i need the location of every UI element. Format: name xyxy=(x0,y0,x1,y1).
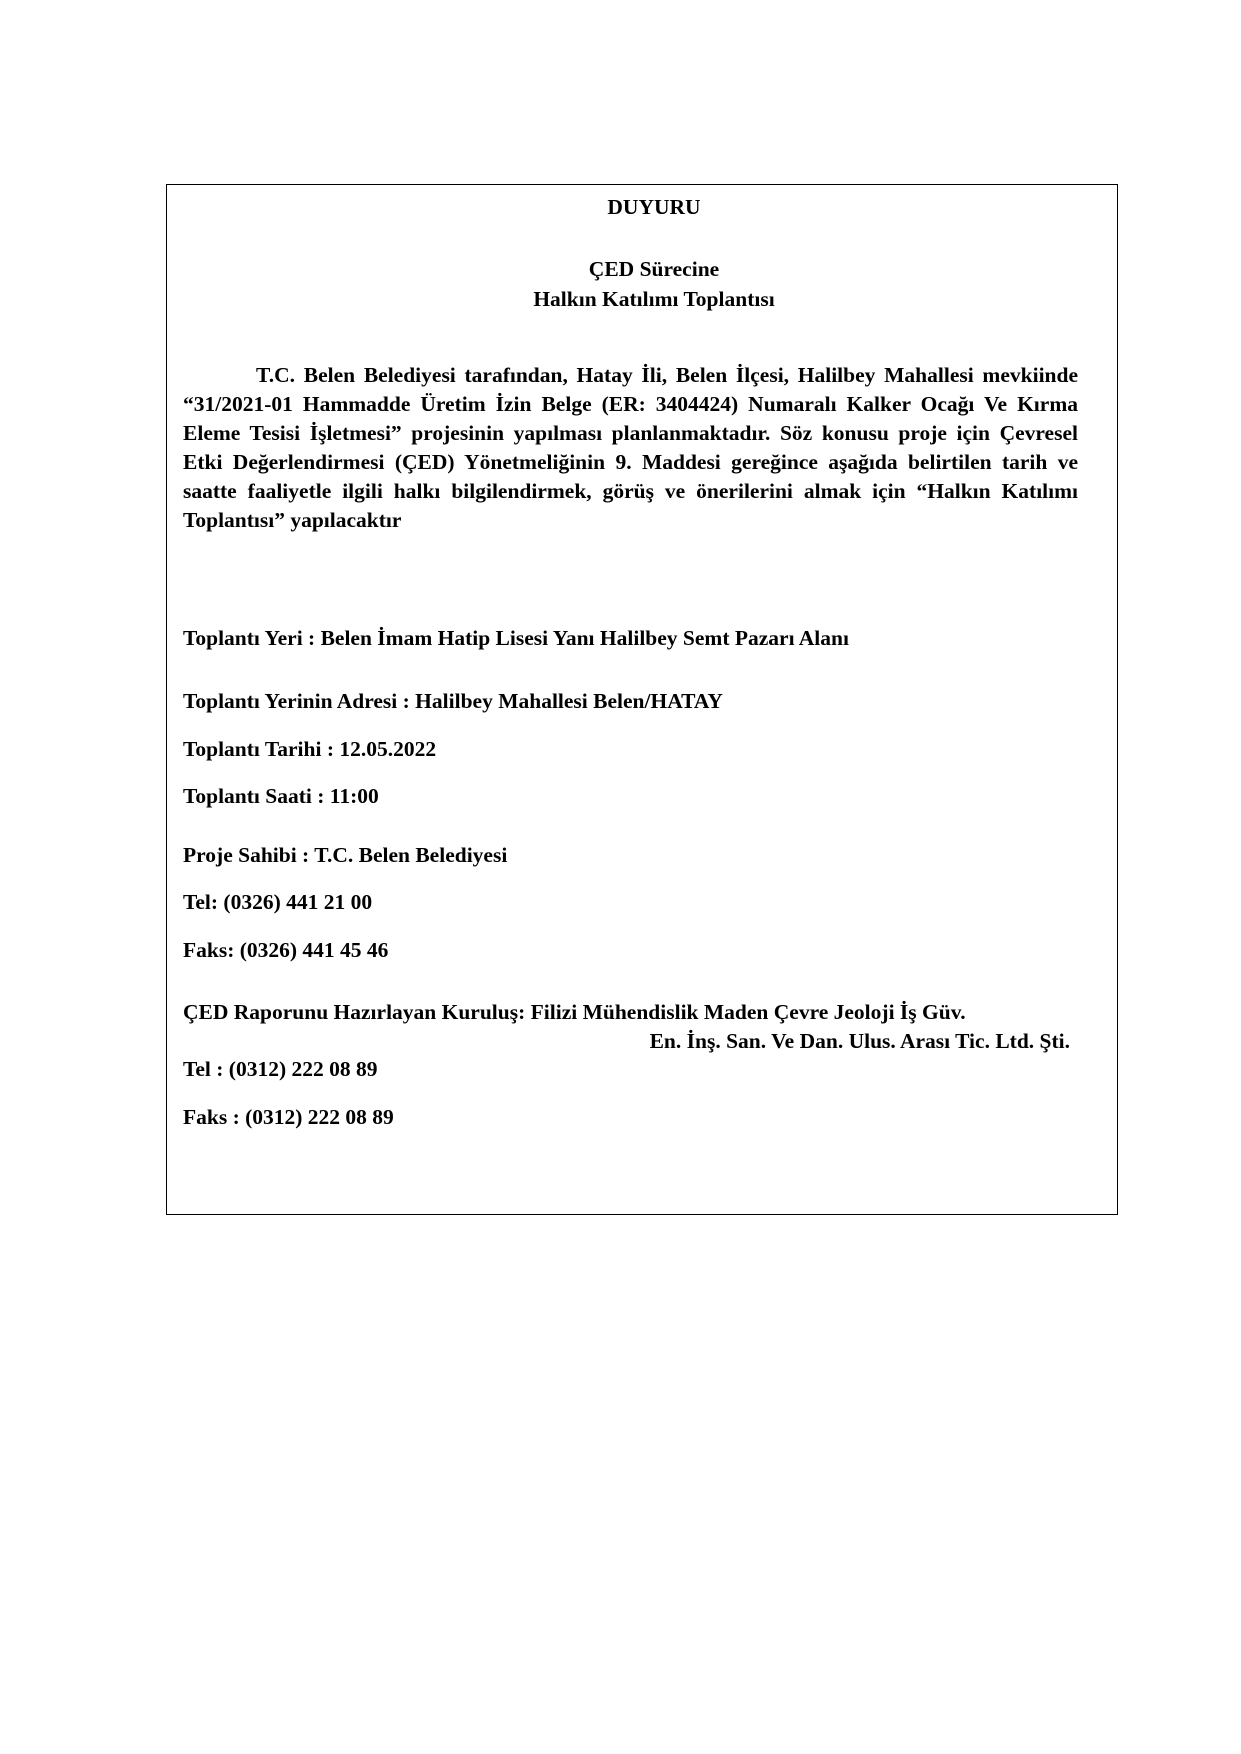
organization-tel: Tel : (0312) 222 08 89 xyxy=(183,1057,378,1081)
organization-fax: Faks : (0312) 222 08 89 xyxy=(183,1105,394,1129)
notice-subtitle xyxy=(167,255,1117,315)
subtitle-line-2: Halkın Katılımı Toplantısı xyxy=(533,287,775,311)
meeting-date: Toplantı Tarihi : 12.05.2022 xyxy=(183,737,437,761)
report-organization-line-2: En. İnş. San. Ve Dan. Ulus. Arası Tic. Ltd. Şti. xyxy=(649,1029,1070,1053)
meeting-address: Toplantı Yerinin Adresi : Halilbey Mahallesi Belen/HATAY xyxy=(183,689,723,713)
notice-title: DUYURU xyxy=(607,195,701,219)
meeting-place: Toplantı Yeri : Belen İmam Hatip Lisesi Yanı Halilbey Semt Pazarı Alanı xyxy=(183,626,849,650)
notice-paragraph: T.C. Belen Belediyesi tarafından, Hatay İli, Belen İlçesi, Halilbey Mahallesi mevkiinde “31/2021-01 Hammadde Üretim İzin Belge (ER: 3404424) Numaralı Kalker Ocağı Ve Kırma Eleme Tesisi İşletmesi” projesinin yapılması planlanmaktadır. Söz konusu proje için Çevresel Etki Değerlendirmesi (ÇED) Yönetmeliğinin 9. Maddesi gereğince aşağıda belirtilen tarih ve saatte faaliyetle ilgili halkı bilgilendirmek, görüş ve önerilerini almak için “Halkın Katılımı Toplantısı” yapılacaktır xyxy=(183,363,1078,532)
owner-tel: Tel: (0326) 441 21 00 xyxy=(183,890,373,914)
project-owner: Proje Sahibi : T.C. Belen Belediyesi xyxy=(183,843,508,867)
owner-fax: Faks: (0326) 441 45 46 xyxy=(183,938,389,962)
notice-box xyxy=(166,184,1118,1215)
subtitle-line-1: ÇED Sürecine xyxy=(588,257,720,281)
report-organization: ÇED Raporunu Hazırlayan Kuruluş: Filizi Mühendislik Maden Çevre Jeoloji İş Güv. xyxy=(183,1000,966,1024)
meeting-time: Toplantı Saati : 11:00 xyxy=(183,784,379,808)
